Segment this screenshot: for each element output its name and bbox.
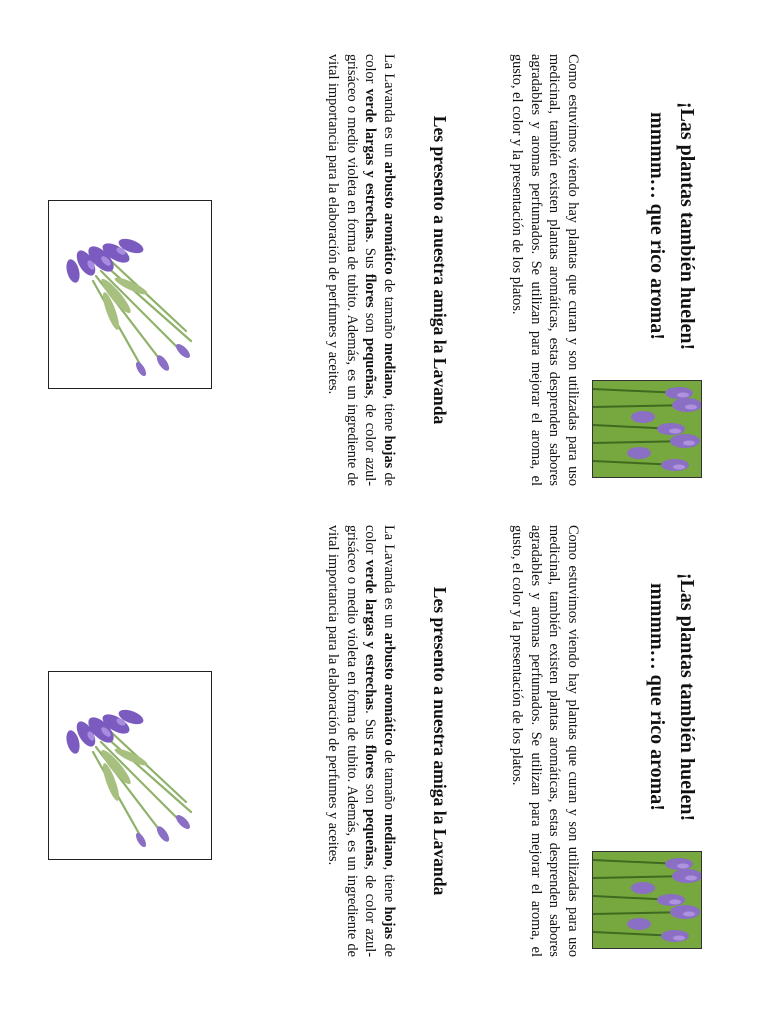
intro-paragraph: Como estuvimos viendo hay plantas que curan y son utilizadas para uso medicinal, también existen plantas aromáticas, estas desprenden sabores agradables y aromas perfumados. Se utilizan para mejorar el aroma, el gusto, el color y la presentación de los platos. — [509, 525, 581, 957]
bold-term: flores — [362, 744, 379, 779]
page-title — [642, 527, 702, 867]
section-subtitle: Les presento a nuestra amiga la Lavanda — [430, 115, 450, 425]
title-line-2: mmmm… que rico aroma! — [646, 112, 668, 340]
bold-term: arbusto aromático — [381, 161, 397, 275]
bold-term: arbusto aromático — [381, 632, 397, 746]
page-title — [642, 56, 702, 396]
worksheet-panel-1 — [0, 40, 768, 505]
bold-term: mediano — [381, 814, 397, 867]
worksheet-panel-2 — [0, 511, 768, 976]
bold-term: hojas — [381, 906, 397, 940]
bold-term: verde largas y estrechas — [362, 559, 379, 711]
bold-term: pequeñas — [362, 809, 379, 867]
lavender-bouquet-photo — [48, 671, 212, 860]
bold-term: pequeñas — [362, 338, 379, 396]
section-subtitle: Les presento a nuestra amiga la Lavanda — [430, 586, 450, 896]
title-line-1: ¡Las plantas también huelen! — [676, 101, 698, 351]
lavender-bouquet-photo — [48, 200, 212, 389]
lavender-field-photo — [592, 851, 702, 949]
lavender-field-photo — [592, 380, 702, 478]
bold-term: hojas — [381, 435, 397, 469]
title-line-1: ¡Las plantas también huelen! — [676, 572, 698, 822]
lavender-description: La Lavanda es un arbusto aromático de tamaño mediano, tiene hojas de color verde largas y estrechas. Sus flores son pequeñas, de color azul-grisáceo o medio violeta en forma de tubito. Además, es un ingrediente de vital importancia para la elaboración de perfumes y aceites. — [325, 54, 397, 486]
bold-term: flores — [362, 273, 379, 308]
intro-paragraph: Como estuvimos viendo hay plantas que curan y son utilizadas para uso medicinal, también existen plantas aromáticas, estas desprenden sabores agradables y aromas perfumados. Se utilizan para mejorar el aroma, el gusto, el color y la presentación de los platos. — [509, 54, 581, 486]
bold-term: mediano — [381, 343, 397, 396]
title-line-2: mmmm… que rico aroma! — [646, 583, 668, 811]
lavender-description: La Lavanda es un arbusto aromático de tamaño mediano, tiene hojas de color verde largas y estrechas. Sus flores son pequeñas, de color azul-grisáceo o medio violeta en forma de tubito. Además, es un ingrediente de vital importancia para la elaboración de perfumes y aceites. — [325, 525, 397, 957]
bold-term: verde largas y estrechas — [362, 88, 379, 240]
